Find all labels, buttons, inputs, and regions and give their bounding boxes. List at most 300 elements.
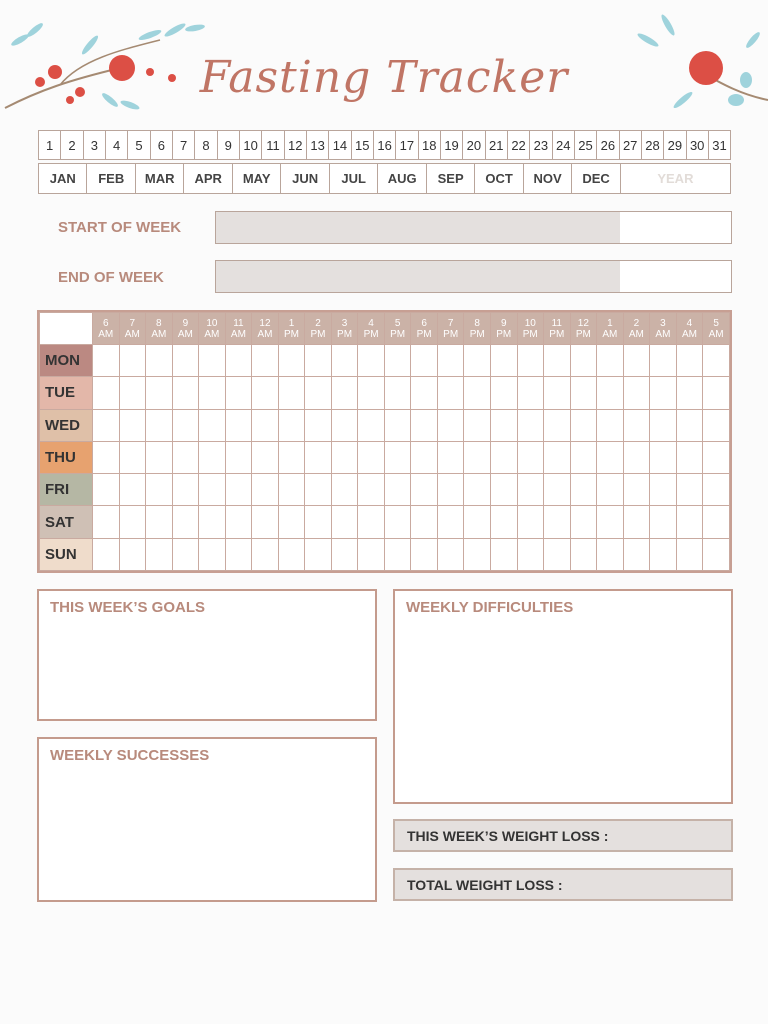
hour-cell[interactable] — [623, 345, 650, 377]
day-cell[interactable]: 11 — [261, 131, 283, 159]
start-of-week-field[interactable] — [215, 211, 732, 244]
month-selector — [38, 163, 731, 194]
hour-number: 2 — [633, 317, 640, 329]
hour-header — [437, 313, 464, 345]
month-cell[interactable]: DEC — [571, 164, 619, 193]
hour-header — [676, 313, 703, 345]
hour-period: AM — [204, 328, 220, 340]
hour-period: AM — [151, 328, 167, 340]
hour-cell[interactable] — [278, 345, 305, 377]
hour-cell[interactable] — [570, 377, 597, 409]
hour-cell[interactable] — [146, 506, 173, 538]
hour-cell[interactable] — [305, 409, 332, 441]
year-field[interactable]: YEAR — [620, 164, 730, 193]
hour-cell[interactable] — [703, 474, 730, 506]
day-cell[interactable]: 16 — [373, 131, 395, 159]
hour-cell[interactable] — [384, 409, 411, 441]
hour-cell[interactable] — [411, 377, 438, 409]
hour-cell[interactable] — [252, 441, 279, 473]
hour-cell[interactable] — [305, 441, 332, 473]
weekday-label-sat: SAT — [40, 506, 93, 538]
hour-cell[interactable] — [252, 409, 279, 441]
hour-cell[interactable] — [490, 474, 517, 506]
hour-cell[interactable] — [676, 506, 703, 538]
weekly-difficulties-box[interactable] — [393, 589, 733, 804]
hour-cell[interactable] — [252, 345, 279, 377]
hour-header — [597, 313, 624, 345]
day-cell[interactable]: 1 — [46, 137, 54, 153]
hour-cell[interactable] — [464, 441, 491, 473]
hour-cell[interactable] — [703, 345, 730, 377]
hour-header — [384, 313, 411, 345]
hour-cell[interactable] — [517, 538, 544, 570]
hour-cell[interactable] — [597, 441, 624, 473]
hour-period: PM — [443, 328, 459, 340]
hour-cell[interactable] — [623, 409, 650, 441]
hour-cell[interactable] — [623, 377, 650, 409]
hour-cell[interactable] — [650, 377, 677, 409]
hour-cell[interactable] — [411, 345, 438, 377]
hour-cell[interactable] — [278, 506, 305, 538]
day-cell[interactable]: 26 — [596, 131, 618, 159]
hour-period: PM — [469, 328, 485, 340]
hour-cell[interactable] — [464, 345, 491, 377]
hour-cell[interactable] — [119, 538, 146, 570]
hour-cell[interactable] — [437, 538, 464, 570]
hour-period: PM — [522, 328, 538, 340]
weekly-successes-box[interactable] — [37, 737, 377, 902]
weekday-label-fri: FRI — [40, 474, 93, 506]
month-cell[interactable]: NOV — [523, 164, 571, 193]
day-cell[interactable]: 17 — [395, 131, 417, 159]
hour-cell[interactable] — [278, 409, 305, 441]
hour-cell[interactable] — [676, 474, 703, 506]
hour-cell[interactable] — [570, 538, 597, 570]
hour-cell[interactable] — [199, 377, 226, 409]
month-cell[interactable]: MAY — [232, 164, 280, 193]
hour-period: AM — [257, 328, 273, 340]
hour-period: AM — [628, 328, 644, 340]
day-cell[interactable]: 29 — [663, 131, 685, 159]
hour-cell[interactable] — [650, 506, 677, 538]
month-cell[interactable]: FEB — [86, 164, 134, 193]
hour-cell[interactable] — [278, 441, 305, 473]
hour-header — [252, 313, 279, 345]
hour-number: 10 — [206, 317, 218, 329]
hour-cell[interactable] — [703, 538, 730, 570]
weekday-label-mon: MON — [40, 345, 93, 377]
hour-cell[interactable] — [331, 441, 358, 473]
hour-cell[interactable] — [119, 506, 146, 538]
day-cell[interactable]: 9 — [217, 131, 239, 159]
day-cell[interactable]: 28 — [641, 131, 663, 159]
hour-cell[interactable] — [305, 538, 332, 570]
fasting-hours-grid — [37, 310, 732, 573]
hour-cell[interactable] — [358, 345, 385, 377]
hour-cell[interactable] — [172, 538, 199, 570]
day-cell[interactable]: 8 — [194, 131, 216, 159]
hour-cell[interactable] — [172, 441, 199, 473]
hour-cell[interactable] — [570, 441, 597, 473]
hour-cell[interactable] — [119, 409, 146, 441]
hour-cell[interactable] — [703, 441, 730, 473]
hour-number: 4 — [686, 317, 693, 329]
hour-cell[interactable] — [411, 409, 438, 441]
hour-header — [650, 313, 677, 345]
hour-number: 5 — [394, 317, 401, 329]
hour-cell[interactable] — [517, 474, 544, 506]
hour-period: PM — [549, 328, 565, 340]
hour-cell[interactable] — [358, 377, 385, 409]
day-cell[interactable]: 7 — [172, 131, 194, 159]
hour-cell[interactable] — [172, 506, 199, 538]
hour-header — [93, 313, 120, 345]
month-cell[interactable]: SEP — [426, 164, 474, 193]
hour-cell[interactable] — [437, 474, 464, 506]
hour-cell[interactable] — [650, 538, 677, 570]
hour-cell[interactable] — [119, 441, 146, 473]
hour-cell[interactable] — [623, 538, 650, 570]
hour-cell[interactable] — [544, 345, 571, 377]
hour-cell[interactable] — [146, 474, 173, 506]
day-cell[interactable]: 18 — [418, 131, 440, 159]
end-of-week-label: END OF WEEK — [58, 269, 164, 286]
hour-cell[interactable] — [650, 345, 677, 377]
weekly-weight-loss-field[interactable]: THIS WEEK’S WEIGHT LOSS : — [393, 819, 733, 852]
hour-cell[interactable] — [570, 474, 597, 506]
hour-cell[interactable] — [252, 538, 279, 570]
hour-cell[interactable] — [358, 474, 385, 506]
hour-cell[interactable] — [703, 506, 730, 538]
hour-cell[interactable] — [703, 377, 730, 409]
hour-cell[interactable] — [93, 506, 120, 538]
hour-period: AM — [602, 328, 618, 340]
hour-cell[interactable] — [544, 474, 571, 506]
hour-cell[interactable] — [384, 345, 411, 377]
hour-cell[interactable] — [172, 409, 199, 441]
hour-cell[interactable] — [517, 409, 544, 441]
hour-number: 12 — [577, 317, 589, 329]
hour-cell[interactable] — [331, 538, 358, 570]
hour-cell[interactable] — [358, 538, 385, 570]
hour-cell[interactable] — [225, 377, 252, 409]
hour-cell[interactable] — [517, 506, 544, 538]
day-cell[interactable]: 23 — [529, 131, 551, 159]
hour-cell[interactable] — [490, 538, 517, 570]
hour-number: 6 — [102, 317, 109, 329]
hour-cell[interactable] — [225, 538, 252, 570]
hour-header — [517, 313, 544, 345]
hour-header — [146, 313, 173, 345]
hour-cell[interactable] — [331, 506, 358, 538]
hour-cell[interactable] — [358, 409, 385, 441]
day-cell[interactable]: 27 — [619, 131, 641, 159]
hour-cell[interactable] — [331, 474, 358, 506]
hour-header — [331, 313, 358, 345]
hour-cell[interactable] — [676, 409, 703, 441]
hour-cell[interactable] — [544, 538, 571, 570]
hour-cell[interactable] — [278, 377, 305, 409]
hour-cell[interactable] — [490, 441, 517, 473]
day-cell[interactable]: 20 — [462, 131, 484, 159]
day-cell[interactable]: 30 — [686, 131, 708, 159]
hour-header — [411, 313, 438, 345]
hour-number: 10 — [524, 317, 536, 329]
hour-cell[interactable] — [278, 474, 305, 506]
weekday-label-tue: TUE — [40, 377, 93, 409]
hour-cell[interactable] — [437, 441, 464, 473]
day-cell[interactable]: 4 — [105, 131, 127, 159]
hour-cell[interactable] — [411, 474, 438, 506]
hour-period: PM — [363, 328, 379, 340]
hour-period: AM — [708, 328, 724, 340]
hour-cell[interactable] — [199, 345, 226, 377]
day-cell[interactable]: 14 — [328, 131, 350, 159]
hour-period: AM — [98, 328, 114, 340]
hour-period: PM — [575, 328, 591, 340]
hour-cell[interactable] — [172, 474, 199, 506]
day-cell[interactable]: 31 — [708, 131, 730, 159]
hour-cell[interactable] — [490, 345, 517, 377]
hour-number: 5 — [713, 317, 719, 329]
hour-header — [119, 313, 146, 345]
weekly-successes-label: WEEKLY SUCCESSES — [50, 747, 210, 764]
hour-cell[interactable] — [676, 538, 703, 570]
hour-header — [570, 313, 597, 345]
hour-period: AM — [655, 328, 671, 340]
hour-cell[interactable] — [119, 474, 146, 506]
hour-cell[interactable] — [676, 441, 703, 473]
start-of-week-label: START OF WEEK — [58, 219, 182, 236]
day-cell[interactable]: 5 — [127, 131, 149, 159]
end-of-week-field[interactable] — [215, 260, 732, 293]
hour-period: PM — [337, 328, 353, 340]
hour-header — [358, 313, 385, 345]
hour-cell[interactable] — [93, 441, 120, 473]
weekly-goals-box[interactable] — [37, 589, 377, 721]
hour-cell[interactable] — [305, 377, 332, 409]
hour-number: 3 — [660, 317, 666, 329]
hour-cell[interactable] — [490, 506, 517, 538]
hour-period: PM — [310, 328, 326, 340]
weekly-difficulties-label: WEEKLY DIFFICULTIES — [406, 599, 574, 616]
hour-cell[interactable] — [490, 377, 517, 409]
day-cell[interactable]: 6 — [150, 131, 172, 159]
hour-header — [623, 313, 650, 345]
hour-number: 2 — [315, 317, 321, 329]
hour-cell[interactable] — [597, 538, 624, 570]
hour-cell[interactable] — [597, 474, 624, 506]
hour-cell[interactable] — [570, 409, 597, 441]
hour-cell[interactable] — [411, 538, 438, 570]
hour-cell[interactable] — [464, 409, 491, 441]
hour-cell[interactable] — [146, 538, 173, 570]
hour-header — [199, 313, 226, 345]
hour-cell[interactable] — [464, 377, 491, 409]
hour-cell[interactable] — [199, 538, 226, 570]
month-cell[interactable]: AUG — [377, 164, 425, 193]
hour-cell[interactable] — [225, 506, 252, 538]
hour-number: 6 — [421, 317, 427, 329]
hour-period: AM — [177, 328, 193, 340]
day-cell[interactable]: 13 — [306, 131, 328, 159]
hour-cell[interactable] — [252, 506, 279, 538]
hour-cell[interactable] — [93, 538, 120, 570]
month-cell[interactable]: OCT — [474, 164, 522, 193]
hour-cell[interactable] — [490, 409, 517, 441]
day-cell[interactable]: 10 — [239, 131, 261, 159]
hour-cell[interactable] — [358, 441, 385, 473]
hour-period: AM — [230, 328, 246, 340]
hour-cell[interactable] — [623, 506, 650, 538]
hour-cell[interactable] — [225, 474, 252, 506]
month-cell[interactable]: JUL — [329, 164, 377, 193]
hour-cell[interactable] — [437, 506, 464, 538]
hour-cell[interactable] — [623, 474, 650, 506]
hour-cell[interactable] — [437, 377, 464, 409]
hour-period: AM — [124, 328, 140, 340]
hour-cell[interactable] — [676, 345, 703, 377]
hour-cell[interactable] — [252, 474, 279, 506]
hour-cell[interactable] — [225, 345, 252, 377]
hour-cell[interactable] — [305, 474, 332, 506]
hour-cell[interactable] — [119, 377, 146, 409]
hour-cell[interactable] — [331, 345, 358, 377]
hour-cell[interactable] — [597, 409, 624, 441]
hour-cell[interactable] — [676, 377, 703, 409]
weekday-label-wed: WED — [40, 409, 93, 441]
hour-period: PM — [390, 328, 406, 340]
hour-cell[interactable] — [199, 441, 226, 473]
weekly-goals-label: THIS WEEK’S GOALS — [50, 599, 206, 616]
hour-cell[interactable] — [252, 377, 279, 409]
hour-cell[interactable] — [93, 377, 120, 409]
hour-cell[interactable] — [199, 474, 226, 506]
day-cell[interactable]: 19 — [440, 131, 462, 159]
hour-header — [544, 313, 571, 345]
hour-cell[interactable] — [464, 474, 491, 506]
hour-cell[interactable] — [544, 441, 571, 473]
month-cell[interactable]: APR — [183, 164, 231, 193]
hour-cell[interactable] — [384, 441, 411, 473]
hour-period: PM — [283, 328, 299, 340]
hour-number: 12 — [259, 317, 271, 329]
hour-cell[interactable] — [597, 377, 624, 409]
hour-cell[interactable] — [146, 345, 173, 377]
hour-period: AM — [681, 328, 697, 340]
hour-cell[interactable] — [384, 506, 411, 538]
day-selector — [38, 130, 731, 160]
hour-cell[interactable] — [650, 474, 677, 506]
hour-cell[interactable] — [146, 441, 173, 473]
hour-number: 9 — [182, 317, 189, 329]
day-cell[interactable]: 22 — [507, 131, 529, 159]
hour-cell[interactable] — [146, 377, 173, 409]
hour-cell[interactable] — [597, 345, 624, 377]
hour-cell[interactable] — [146, 409, 173, 441]
day-cell[interactable]: 15 — [351, 131, 373, 159]
hour-cell[interactable] — [358, 506, 385, 538]
day-cell[interactable]: 24 — [552, 131, 574, 159]
hour-cell[interactable] — [278, 538, 305, 570]
hour-header — [225, 313, 252, 345]
hour-period: PM — [416, 328, 432, 340]
hour-cell[interactable] — [411, 506, 438, 538]
hour-cell[interactable] — [384, 474, 411, 506]
hour-header — [464, 313, 491, 345]
hour-cell[interactable] — [225, 409, 252, 441]
day-cell[interactable]: 21 — [485, 131, 507, 159]
hour-cell[interactable] — [517, 345, 544, 377]
hour-cell[interactable] — [93, 409, 120, 441]
hour-cell[interactable] — [464, 538, 491, 570]
hour-cell[interactable] — [464, 506, 491, 538]
page-title: Fasting Tracker — [199, 52, 569, 103]
month-cell[interactable]: JAN — [49, 171, 76, 186]
hour-cell[interactable] — [544, 506, 571, 538]
hour-cell[interactable] — [437, 345, 464, 377]
hour-cell[interactable] — [650, 441, 677, 473]
hour-cell[interactable] — [199, 409, 226, 441]
hour-cell[interactable] — [331, 409, 358, 441]
hour-header — [305, 313, 332, 345]
hour-cell[interactable] — [305, 345, 332, 377]
hour-cell[interactable] — [225, 441, 252, 473]
hour-cell[interactable] — [703, 409, 730, 441]
hour-cell[interactable] — [93, 345, 120, 377]
hour-number: 11 — [551, 317, 562, 329]
hour-cell[interactable] — [411, 441, 438, 473]
hour-cell[interactable] — [437, 409, 464, 441]
day-cell[interactable]: 3 — [83, 131, 105, 159]
hour-number: 1 — [288, 317, 295, 329]
day-cell[interactable]: 12 — [284, 131, 306, 159]
hour-cell[interactable] — [119, 345, 146, 377]
hour-cell[interactable] — [199, 506, 226, 538]
hour-cell[interactable] — [93, 474, 120, 506]
hour-cell[interactable] — [570, 506, 597, 538]
month-cell[interactable]: MAR — [135, 164, 183, 193]
hour-number: 3 — [341, 317, 348, 329]
hour-cell[interactable] — [172, 345, 199, 377]
hour-cell[interactable] — [517, 377, 544, 409]
hour-cell[interactable] — [570, 345, 597, 377]
hour-number: 11 — [233, 317, 244, 329]
hour-cell[interactable] — [172, 377, 199, 409]
hour-cell[interactable] — [331, 377, 358, 409]
hour-cell[interactable] — [384, 377, 411, 409]
month-cell[interactable]: JUN — [280, 164, 328, 193]
hour-cell[interactable] — [650, 409, 677, 441]
hour-cell[interactable] — [544, 377, 571, 409]
hour-header — [703, 313, 730, 345]
day-cell[interactable]: 2 — [60, 131, 82, 159]
hour-cell[interactable] — [517, 441, 544, 473]
hour-period: PM — [496, 328, 512, 340]
hour-cell[interactable] — [305, 506, 332, 538]
total-weight-loss-field[interactable]: TOTAL WEIGHT LOSS : — [393, 868, 733, 901]
day-cell[interactable]: 25 — [574, 131, 596, 159]
hour-cell[interactable] — [623, 441, 650, 473]
hour-number: 8 — [474, 317, 480, 329]
hour-number: 1 — [607, 317, 613, 329]
weekday-label-sun: SUN — [40, 538, 93, 570]
hour-number: 7 — [129, 317, 136, 329]
hour-cell[interactable] — [544, 409, 571, 441]
hour-cell[interactable] — [384, 538, 411, 570]
hour-cell[interactable] — [597, 506, 624, 538]
grid-corner — [40, 313, 93, 345]
